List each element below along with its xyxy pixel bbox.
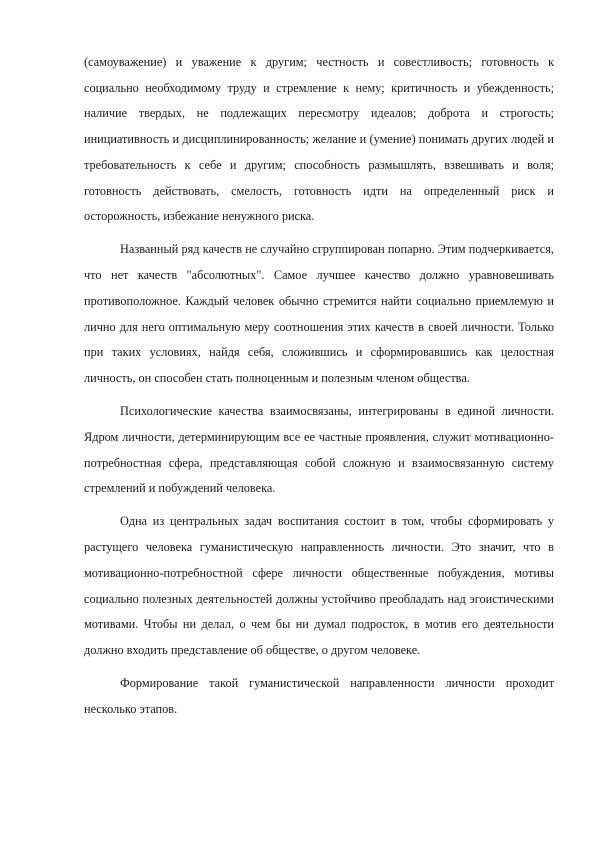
- paragraph-formation-stages: Формирование такой гуманистической направленности личности проходит несколько этапов.: [84, 676, 554, 716]
- document-page: [84, 50, 554, 730]
- paragraph-qualities-list: (самоуважение) и уважение к другим; честность и совестливость; готовность к социально необходимому труду и стремление к нему; критичность и убежденность; наличие твердых, не подлежащих пересмотру идеалов; доброта и строгость; инициативность и дисциплинированность; желание и (умение) понимать других людей и требовательность к себе и другим; способность размышлять, взвешивать и воля; готовность действовать, смелость, готовность идти на определенный риск и осторожность, избежание ненужного риска.: [84, 55, 554, 224]
- paragraph-psychological-qualities: Психологические качества взаимосвязаны, интегрированы в единой личности. Ядром личности, детерминирующим все ее частные проявления, служит мотивационно-потребностная сфера, представляющая собой сложную и взаимосвязанную систему стремлений и побуждений человека.: [84, 404, 554, 496]
- paragraph-education-task: Одна из центральных задач воспитания состоит в том, чтобы сформировать у растущего человека гуманистическую направленность личности. Это значит, что в мотивационно-потребностной сфере личности общественные побуждения, мотивы социально полезных деятельностей должны устойчиво преобладать над эгоистическими мотивами. Чтобы ни делал, о чем бы ни думал подросток, в мотив его деятельности должно входить представление об обществе, о другом человеке.: [84, 514, 554, 657]
- paragraph-paired-qualities: Названный ряд качеств не случайно сгруппирован попарно. Этим подчеркивается, что нет качеств "абсолютных". Самое лучшее качество должно уравновешивать противоположное. Каждый человек обычно стремится найти социально приемлемую и лично для него оптимальную меру соотношения этих качеств в своей личности. Только при таких условиях, найдя себя, сложившись и сформировавшись как целостная личность, он способен стать полноценным и полезным членом общества.: [84, 242, 554, 385]
